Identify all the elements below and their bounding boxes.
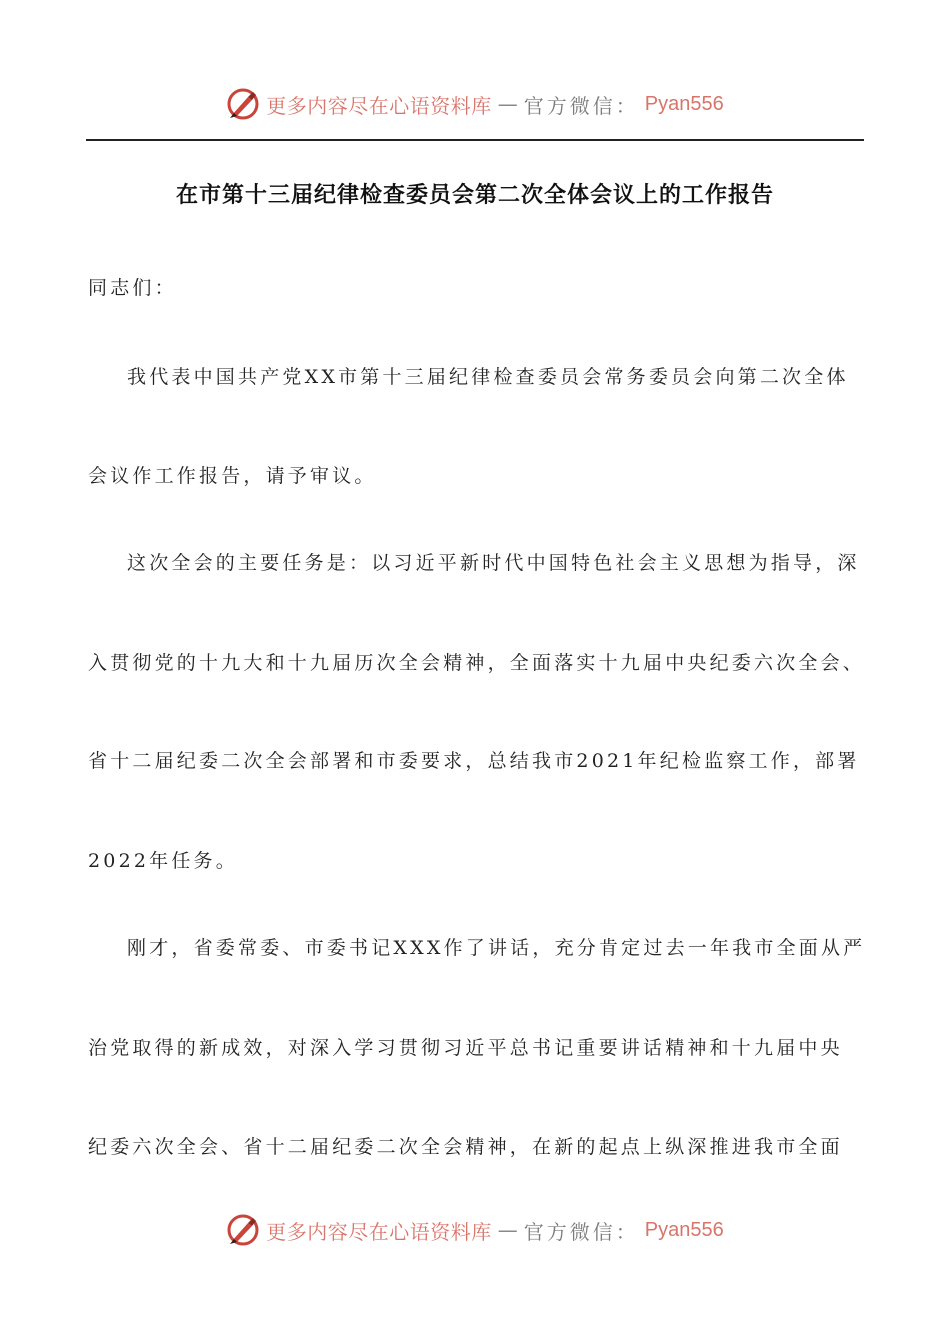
salutation: 同志们： xyxy=(88,277,177,299)
brand-text: 更多内容尽在心语资料库 xyxy=(266,1219,492,1244)
body-line: 省十二届纪委二次全会部署和市委要求，总结我市2021年纪检监察工作，部署 xyxy=(88,750,860,772)
body-line: 治党取得的新成效，对深入学习贯彻习近平总书记重要讲话精神和十九届中央 xyxy=(88,1037,843,1059)
official-wechat-label: 官方微信： xyxy=(523,93,639,118)
brand-text: 更多内容尽在心语资料库 xyxy=(266,93,492,118)
document-title: 在市第十三届纪律检查委员会第二次全体会议上的工作报告 xyxy=(175,183,774,208)
pen-logo-icon xyxy=(226,1213,260,1247)
pen-logo-icon xyxy=(226,87,260,121)
header-divider xyxy=(86,139,864,141)
wechat-id: Pyan556 xyxy=(644,92,724,115)
banner-dash: — xyxy=(497,92,518,116)
body-line: 会议作工作报告，请予审议。 xyxy=(88,465,377,487)
body-line: 入贯彻党的十九大和十九届历次全会精神，全面落实十九届中央纪委六次全会、 xyxy=(88,652,866,674)
body-line: 纪委六次全会、省十二届纪委二次全会精神，在新的起点上纵深推进我市全面 xyxy=(88,1136,843,1158)
wechat-id: Pyan556 xyxy=(644,1218,724,1241)
body-line: 我代表中国共产党XX市第十三届纪律检查委员会常务委员会向第二次全体 xyxy=(127,366,849,388)
header-banner xyxy=(0,84,950,124)
body-line: 这次全会的主要任务是：以习近平新时代中国特色社会主义思想为指导，深 xyxy=(127,552,860,574)
body-line: 刚才，省委常委、市委书记XXX作了讲话，充分肯定过去一年我市全面从严 xyxy=(127,937,866,959)
official-wechat-label: 官方微信： xyxy=(523,1219,639,1244)
body-line: 2022年任务。 xyxy=(88,850,238,872)
footer-banner xyxy=(0,1210,950,1250)
banner-dash: — xyxy=(497,1218,518,1242)
